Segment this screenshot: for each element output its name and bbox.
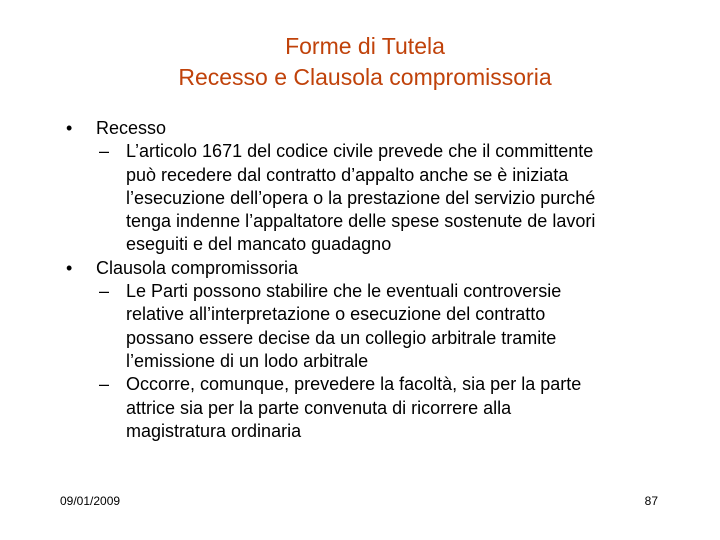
sub-bullet-mark: –: [99, 281, 110, 302]
bullet-mark: •: [66, 118, 73, 138]
sub-bullet-clausola-1: [60, 280, 660, 373]
bullet-mark: •: [66, 257, 73, 278]
page-number: 87: [644, 494, 658, 508]
slide-title: [0, 31, 720, 93]
slide-body: [60, 117, 660, 443]
sub-bullet-text: Le Parti possono stabilire che le eventuali controversie relative all’interpretazione o esecuzione del contratto possano essere decise da un collegio arbitrale tramite l’emissione di un lodo arbitrale: [126, 281, 562, 371]
bullet-clausola: [60, 257, 660, 280]
bullet-text: Recesso: [96, 118, 167, 138]
sub-bullet-mark: –: [99, 141, 110, 162]
footer-date: 09/01/2009: [60, 494, 121, 508]
sub-bullet-recesso-1: [60, 140, 660, 256]
title-line-2: Recesso e Clausola compromissoria: [178, 64, 552, 90]
sub-bullet-clausola-2: [60, 373, 660, 443]
bullet-recesso: [60, 117, 660, 140]
sub-bullet-mark: –: [99, 374, 110, 395]
sub-bullet-text: L’articolo 1671 del codice civile prevede che il committente può recedere dal contratto d’appalto anche se è iniziata l’esecuzione dell’opera o la prestazione del servizio purché tenga indenne l’appaltatore delle spese sostenute de lavori eseguiti e del mancato guadagno: [126, 141, 596, 255]
bullet-text: Clausola compromissoria: [96, 257, 299, 278]
title-line-1: Forme di Tutela: [285, 33, 445, 59]
sub-bullet-text: Occorre, comunque, prevedere la facoltà, sia per la parte attrice sia per la parte convenuta di ricorrere alla magistratura ordinaria: [126, 374, 582, 441]
